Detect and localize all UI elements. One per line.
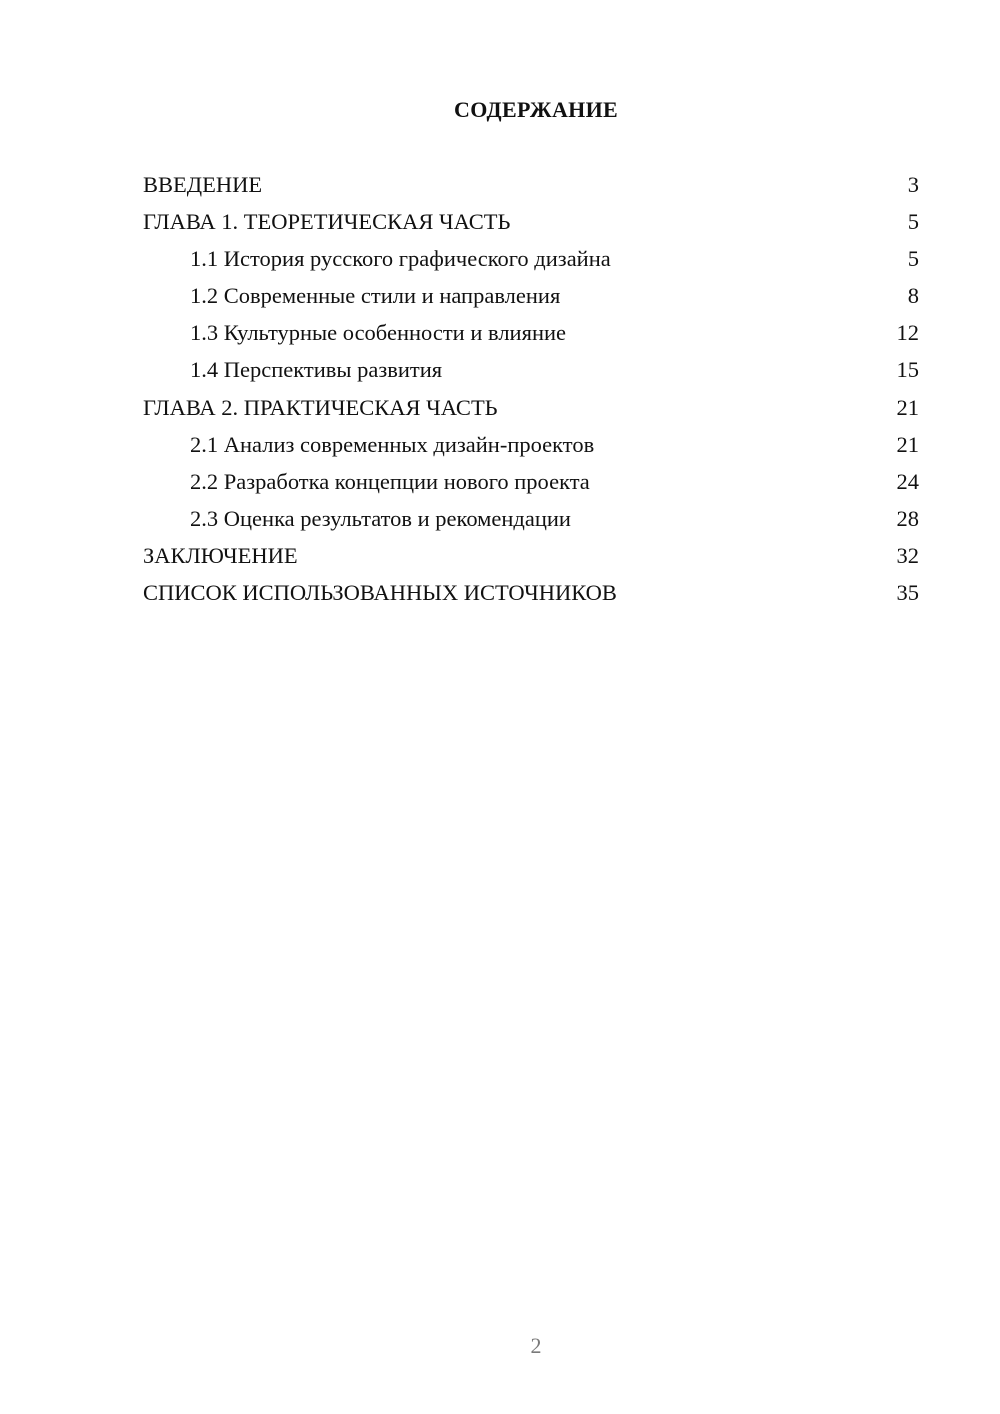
toc-entry-label: ГЛАВА 2. ПРАКТИЧЕСКАЯ ЧАСТЬ [143,394,498,420]
toc-entry-section-2-2[interactable] [143,463,919,500]
toc-entry-page: 28 [896,505,919,531]
toc-entry-section-2-1[interactable] [143,426,919,463]
toc-entry-page: 24 [896,468,919,494]
toc-entry-page: 12 [896,320,919,346]
toc-entry-section-1-4[interactable] [143,351,919,388]
toc-entry-label: 1.3 Культурные особенности и влияние [190,320,567,346]
toc-entry-label: 2.3 Оценка результатов и рекомендации [190,505,571,531]
toc-entry-label: 2.1 Анализ современных дизайн-проектов [190,431,595,457]
toc-entry-page: 3 [907,172,919,197]
toc-entry-introduction[interactable] [143,166,919,203]
toc-entry-label: ВВЕДЕНИЕ [143,172,263,197]
toc-entry-chapter-2[interactable] [143,389,919,426]
toc-entry-label: 1.1 История русского графического дизайна [190,246,611,272]
toc-entry-references[interactable] [143,574,919,611]
toc-entry-page: 32 [896,542,919,568]
toc-entry-label: 1.2 Современные стили и направления [190,283,561,309]
toc-entry-section-2-3[interactable] [143,500,919,537]
toc-entry-page: 15 [896,357,919,383]
page-title: СОДЕРЖАНИЕ [454,97,618,122]
table-of-contents [143,166,919,611]
toc-entry-section-1-2[interactable] [143,277,919,314]
toc-entry-label: СПИСОК ИСПОЛЬЗОВАННЫХ ИСТОЧНИКОВ [143,580,617,606]
toc-entry-label: ГЛАВА 1. ТЕОРЕТИЧЕСКАЯ ЧАСТЬ [143,209,511,235]
toc-entry-page: 5 [907,246,919,272]
toc-entry-conclusion[interactable] [143,537,919,574]
toc-entry-label: 2.2 Разработка концепции нового проекта [190,468,590,494]
toc-entry-page: 5 [907,209,919,235]
toc-entry-page: 8 [907,283,919,309]
toc-entry-page: 35 [896,580,919,606]
toc-entry-section-1-3[interactable] [143,314,919,351]
toc-entry-page: 21 [896,394,919,420]
toc-entry-chapter-1[interactable] [143,203,919,240]
toc-entry-label: ЗАКЛЮЧЕНИЕ [143,542,298,568]
toc-entry-page: 21 [896,431,919,457]
toc-entry-section-1-1[interactable] [143,240,919,277]
page-number: 2 [530,1333,542,1358]
toc-entry-label: 1.4 Перспективы развития [190,357,443,383]
